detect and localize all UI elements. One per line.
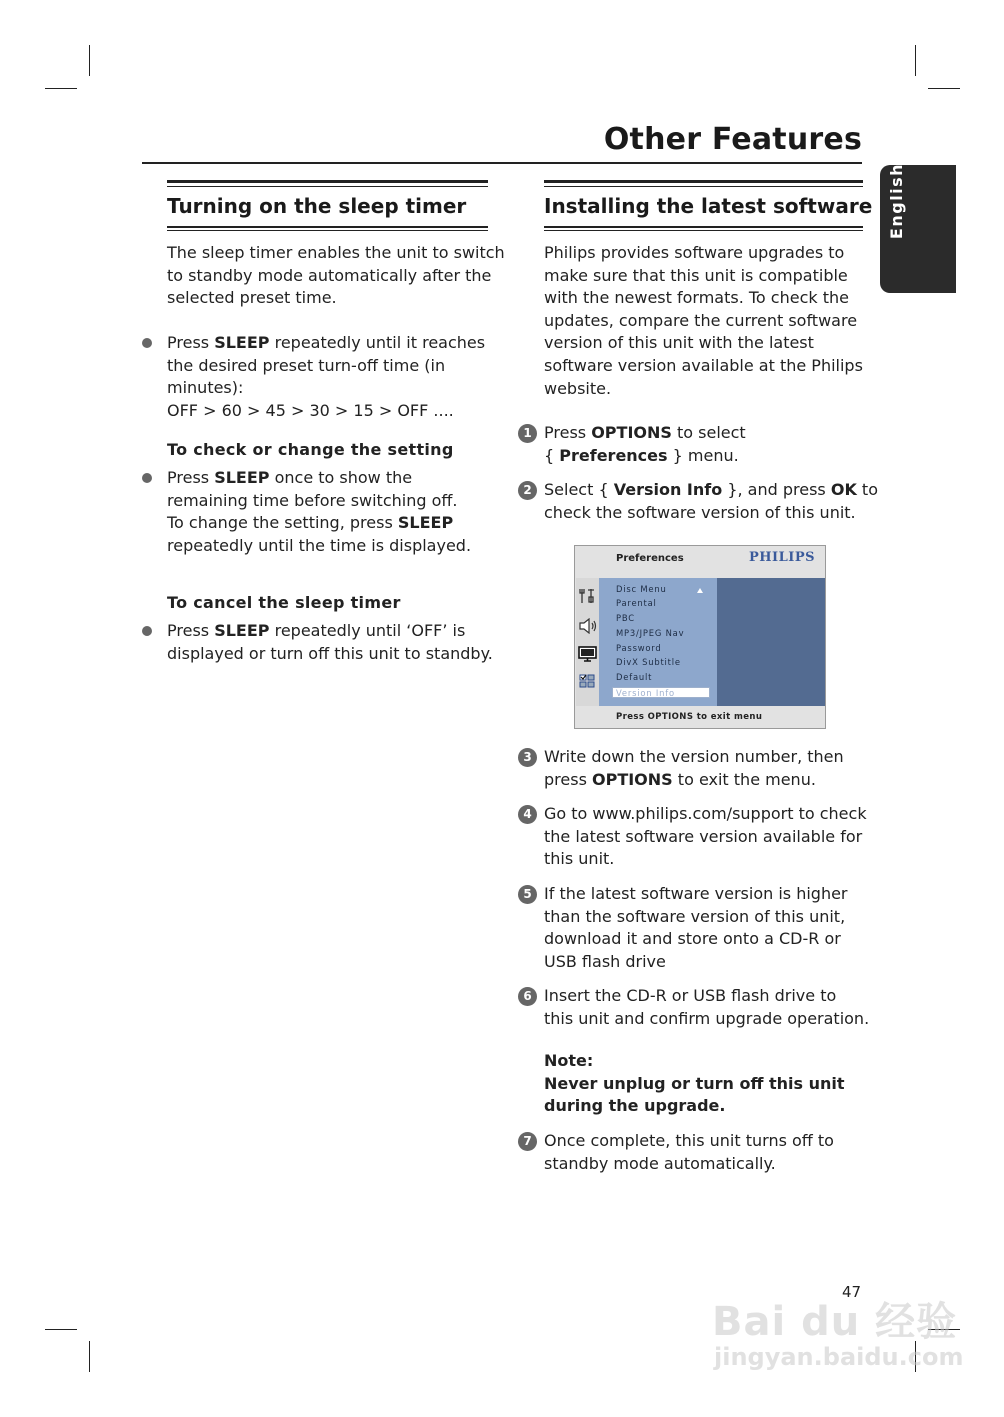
key-name: OPTIONS	[591, 423, 672, 442]
bullet-icon	[142, 338, 152, 348]
note-label: Note:	[544, 1051, 594, 1070]
subheading-check-setting: To check or change the setting	[167, 440, 454, 459]
settings-wrench-icon	[579, 588, 597, 604]
text-line: standby mode automatically.	[544, 1153, 776, 1173]
text: once to show the	[269, 468, 413, 487]
preferences-grid-icon	[579, 674, 596, 689]
text-line: remaining time before switching off.	[167, 490, 458, 510]
title-rule	[142, 162, 862, 164]
language-tab-label: English	[887, 162, 906, 240]
text-line: minutes):	[167, 378, 244, 398]
text-line	[167, 332, 485, 355]
key-name: SLEEP	[214, 333, 270, 352]
step-number-icon: 7	[518, 1132, 537, 1151]
bullet-icon	[142, 626, 152, 636]
text-line	[167, 620, 493, 643]
text: }, and press	[722, 480, 831, 499]
text-line	[544, 479, 878, 502]
crop-mark	[45, 1329, 77, 1330]
key-name: OPTIONS	[591, 769, 673, 789]
step-3	[544, 746, 844, 791]
crop-mark	[928, 88, 960, 89]
text-line: If the latest software version is higher	[544, 884, 848, 903]
menu-list	[599, 578, 717, 706]
text-line	[167, 512, 471, 535]
step-7	[544, 1130, 834, 1175]
step-2	[544, 479, 878, 524]
text-line	[544, 445, 746, 468]
text-line	[544, 422, 746, 445]
monitor-icon	[578, 646, 597, 663]
text-line	[167, 467, 471, 490]
menu-item-selected-label: Version Info	[616, 688, 675, 698]
text-line: USB flash drive	[544, 951, 666, 971]
crop-mark	[89, 1341, 90, 1372]
menu-title: Preferences	[616, 553, 684, 564]
section-heading-sleep-timer: Turning on the sleep timer	[167, 194, 467, 218]
step-number-icon: 1	[518, 424, 537, 443]
menu-item[interactable]: Default	[616, 672, 653, 682]
menu-footer-hint: Press OPTIONS to exit menu	[616, 712, 763, 722]
philips-logo: PHILIPS	[749, 550, 816, 565]
menu-item[interactable]: Parental	[616, 598, 657, 608]
step-6	[544, 985, 869, 1030]
text: to select	[671, 423, 746, 442]
step-number-icon: 6	[518, 987, 537, 1006]
text-line: website.	[544, 378, 612, 398]
menu-item-selected[interactable]	[612, 687, 710, 698]
text: repeatedly until it reaches	[269, 333, 486, 352]
text-line: Go to www.philips.com/support to check	[544, 804, 867, 823]
step-number-icon: 2	[518, 481, 537, 500]
text-line: repeatedly until the time is displayed.	[167, 535, 472, 555]
upgrade-note	[544, 1050, 845, 1118]
menu-header	[575, 546, 825, 576]
text: Press	[167, 621, 215, 640]
software-intro	[544, 242, 863, 400]
text-line: the latest software version available for	[544, 826, 863, 846]
sleep-bullet-1	[167, 332, 485, 422]
step-4	[544, 803, 867, 871]
language-tab	[880, 162, 956, 293]
menu-item[interactable]: PBC	[616, 613, 635, 623]
menu-item[interactable]: MP3/JPEG Nav	[616, 628, 685, 638]
text-line: selected preset time.	[167, 288, 337, 308]
step-1	[544, 422, 746, 467]
text-line: OFF > 60 > 45 > 30 > 15 > OFF ....	[167, 400, 454, 420]
text-line: download it and store onto a CD-R or	[544, 929, 841, 949]
menu-item[interactable]: Password	[616, 643, 662, 653]
text-line: this unit and confirm upgrade operation.	[544, 1008, 870, 1028]
speaker-icon	[578, 618, 598, 634]
text-line: than the software version of this unit,	[544, 906, 846, 926]
text-line: Insert the CD-R or USB flash drive to	[544, 986, 837, 1005]
text: to	[856, 480, 878, 499]
key-name: Version Info	[613, 480, 723, 499]
text-line	[544, 769, 844, 792]
text-line: make sure that this unit is compatible	[544, 265, 848, 285]
text-line: version of this unit with the latest	[544, 333, 814, 353]
page-title: Other Features	[603, 122, 862, 157]
key-name: OK	[830, 480, 857, 499]
text-line: Never unplug or turn off this unit	[544, 1073, 845, 1093]
text-line: during the upgrade.	[544, 1096, 726, 1116]
text-line: updates, compare the current software	[544, 310, 858, 330]
text-line: The sleep timer enables the unit to switch	[167, 243, 505, 262]
text: Press	[544, 423, 592, 442]
key-name: SLEEP	[214, 621, 270, 640]
subheading-cancel-timer: To cancel the sleep timer	[167, 593, 401, 612]
text-line: Once complete, this unit turns off to	[544, 1131, 834, 1150]
text: {	[544, 445, 560, 465]
watermark-url: jingyan.baidu.com	[714, 1343, 964, 1371]
text: } menu.	[667, 445, 739, 465]
menu-item[interactable]: Disc Menu	[616, 584, 667, 594]
text: press	[544, 769, 592, 789]
section-rule	[544, 180, 863, 187]
sleep-bullet-2	[167, 467, 471, 557]
sleep-bullet-3	[167, 620, 493, 665]
text-line: check the software version of this unit.	[544, 502, 856, 522]
preferences-menu-screenshot	[574, 545, 826, 729]
text-line: this unit.	[544, 849, 615, 869]
section-heading-install-software: Installing the latest software	[544, 194, 873, 218]
key-name: SLEEP	[397, 513, 454, 533]
text: to exit the menu.	[672, 769, 816, 789]
crop-mark	[89, 45, 90, 76]
text-line: displayed or turn off this unit to standby.	[167, 643, 493, 663]
menu-sidebar	[576, 578, 599, 706]
sleep-intro	[167, 242, 505, 310]
text: Press	[167, 468, 215, 487]
section-rule	[167, 180, 488, 187]
bullet-icon	[142, 473, 152, 483]
text-line: software version available at the Philips	[544, 355, 863, 375]
scroll-up-arrow-icon	[697, 588, 703, 593]
text-line: Write down the version number, then	[544, 747, 844, 766]
step-5	[544, 883, 848, 973]
crop-mark	[45, 88, 77, 89]
watermark-logo: Bai du 经验	[712, 1299, 958, 1345]
text-line: Philips provides software upgrades to	[544, 243, 845, 262]
menu-detail-panel	[717, 578, 825, 706]
section-rule	[167, 226, 488, 231]
text-line: the desired preset turn-off time (in	[167, 355, 446, 375]
text: To change the setting, press	[167, 513, 398, 533]
menu-item[interactable]: DivX Subtitle	[616, 657, 681, 667]
text: repeatedly until ‘OFF’ is	[269, 621, 466, 640]
text-line: to standby mode automatically after the	[167, 265, 492, 285]
key-name: SLEEP	[214, 468, 270, 487]
page-number: 47	[842, 1283, 862, 1301]
text-line: with the newest formats. To check the	[544, 288, 849, 308]
step-number-icon: 3	[518, 748, 537, 767]
text: Press	[167, 333, 215, 352]
text: Select {	[544, 480, 614, 499]
crop-mark	[915, 45, 916, 76]
step-number-icon: 4	[518, 805, 537, 824]
step-number-icon: 5	[518, 885, 537, 904]
key-name: Preferences	[559, 445, 668, 465]
section-rule	[544, 226, 863, 231]
